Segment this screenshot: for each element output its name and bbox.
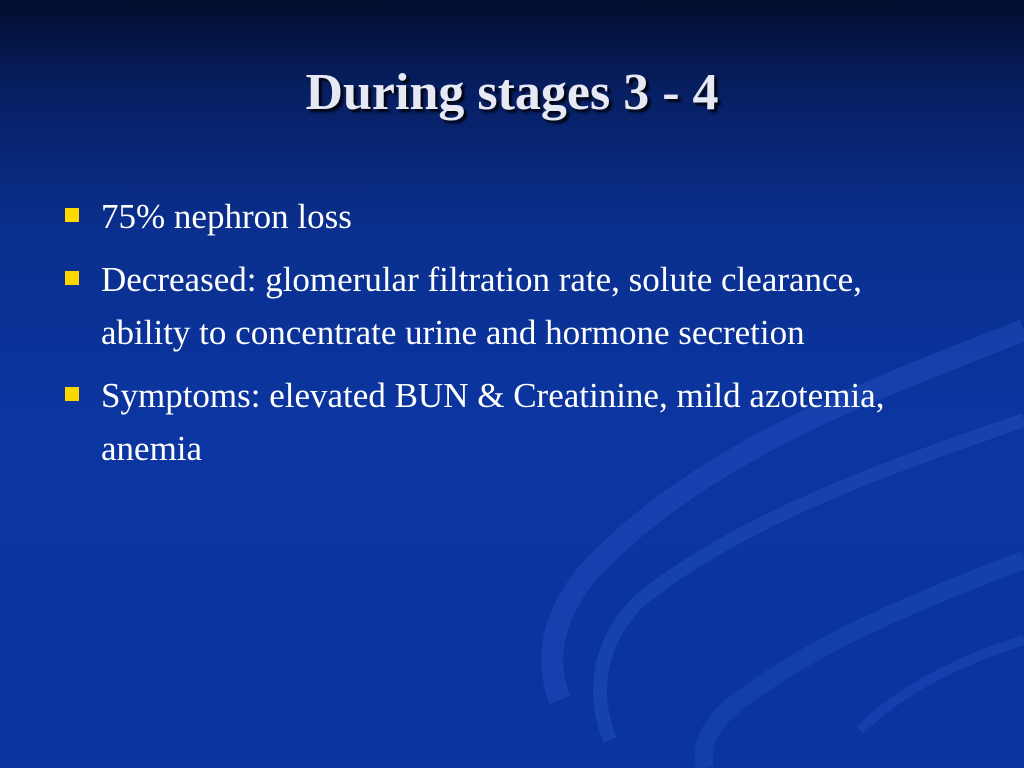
bullet-item	[60, 369, 920, 475]
square-bullet-icon	[65, 271, 79, 285]
bullet-text: 75% nephron loss	[101, 197, 352, 236]
bullet-list	[60, 190, 920, 485]
slide-title: During stages 3 - 4	[305, 64, 719, 121]
bullet-item	[60, 253, 920, 359]
bullet-text: Symptoms: elevated BUN & Creatinine, mild azotemia, anemia	[101, 376, 885, 468]
bullet-text: Decreased: glomerular filtration rate, solute clearance, ability to concentrate urine and hormone secretion	[101, 260, 862, 352]
square-bullet-icon	[65, 387, 79, 401]
square-bullet-icon	[65, 208, 79, 222]
bullet-item	[60, 190, 920, 243]
